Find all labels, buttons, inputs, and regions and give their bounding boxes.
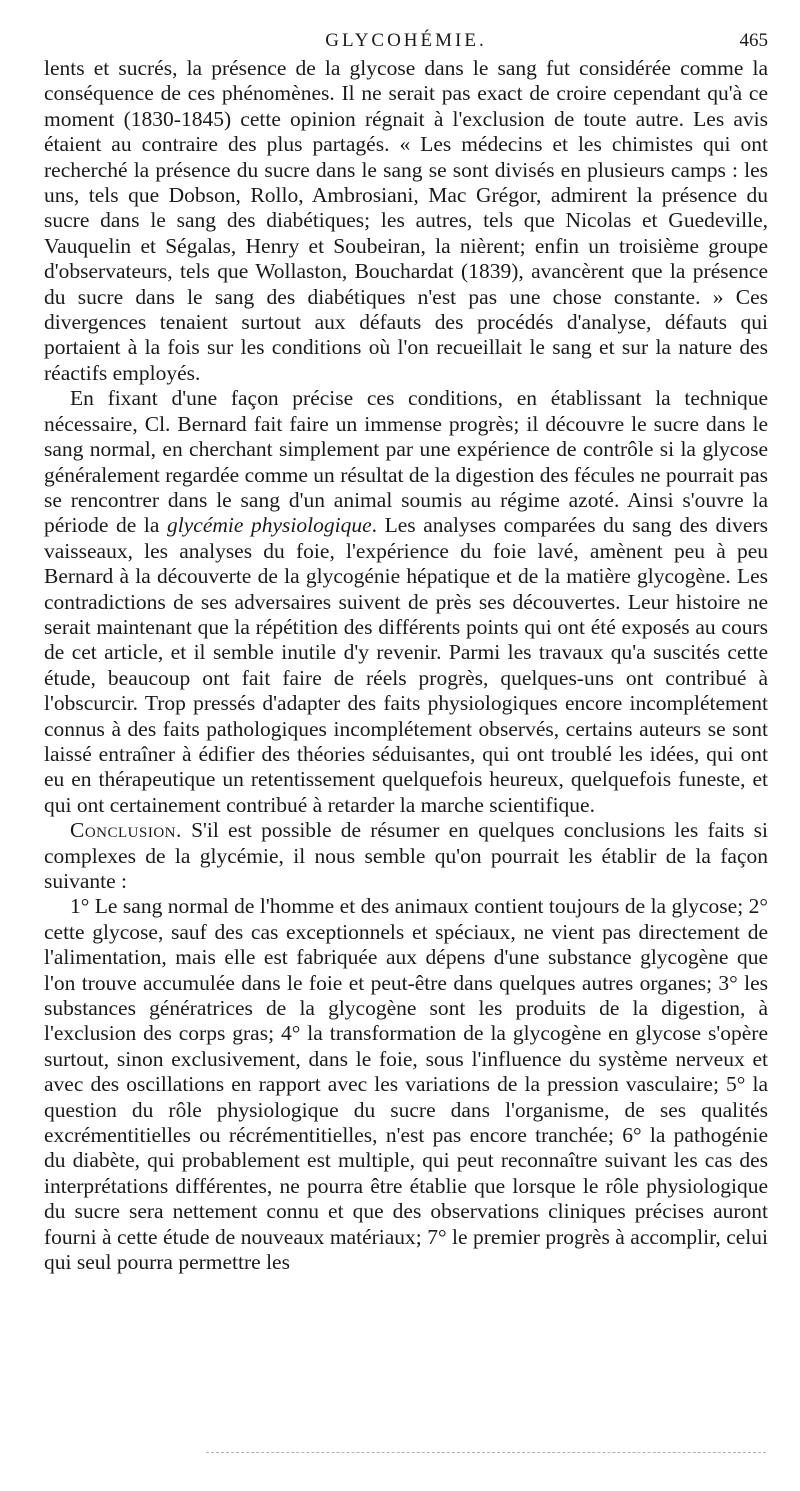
paragraph-bernard-text-2: . Les analyses comparées du sang des divers vaisseaux, les analyses du foie, l'expérience du foie lavé, amènent peu à peu Bernard à la découverte de la glycogénie hépatique et de la matière glycogène. Les contradictions de ses adversaires suivent de près ses découvertes. Leur histoire ne serait maintenant que la répétition des différents points qui ont été exposés au cours de cet article, et il semble inutile d'y revenir. Parmi les travaux qu'a suscités cette étude, beaucoup ont fait faire de réels progrès, quelques-uns ont contribué à l'obscurcir. Trop pressés d'adapter des faits physiologiques encore incomplétement connus à des faits pathologiques incomplétement observés, certains auteurs se sont laissé entraîner à édifier des théories séduisantes, qui ont troublé les idées, qui ont eu en thérapeutique un retentissement quelquefois heureux, quelquefois funeste, et qui ont certainement contribué à retarder la marche scientifique. <box>44 513 768 817</box>
conclusion-text: S'il est possible de résumer en quelques conclusions les faits si complexes de la glycémie, il nous semble qu'on pourrait les établir de la façon suivante : <box>44 818 768 893</box>
document-page <box>44 26 768 1276</box>
footer-rule <box>206 1452 766 1453</box>
paragraph-history: lents et sucrés, la présence de la glycose dans le sang fut considérée comme la conséquence de ces phénomènes. Il ne serait pas exact de croire cependant qu'à ce moment (1830-1845) cette opinion régnait à l'exclusion de toute autre. Les avis étaient au contraire des plus partagés. « Les médecins et les chimistes qui ont recherché la présence du sucre dans le sang se sont divisés en plusieurs camps : les uns, tels que Dobson, Rollo, Ambrosiani, Mac Grégor, admirent la présence du sucre dans le sang des diabétiques; les autres, tels que Nicolas et Guedeville, Vauquelin et Ségalas, Henry et Soubeiran, la nièrent; enfin un troisième groupe d'observateurs, tels que Wollaston, Bouchardat (1839), avancèrent que la présence du sucre dans le sang des diabétiques n'est pas une chose constante. » Ces divergences tenaient surtout aux défauts des procédés d'analyse, défauts qui portaient à la fois sur les conditions où l'on recueillait le sang et sur la nature des réactifs employés. <box>44 56 768 385</box>
paragraph-conclusions-list: 1° Le sang normal de l'homme et des animaux contient toujours de la glycose; 2° cette glycose, sauf des cas exceptionnels et spéciaux, ne vient pas directement de l'alimentation, mais elle est fabriquée aux dépens d'une substance glycogène que l'on trouve accumulée dans le foie et peut-être dans quelques autres organes; 3° les substances génératrices de la glycogène sont les produits de la digestion, à l'exclusion des corps gras; 4° la transformation de la glycogène en glycose s'opère surtout, sinon exclusivement, dans le foie, sous l'influence du système nerveux et avec des oscillations en rapport avec les variations de la pression vasculaire; 5° la question du rôle physiologique du sucre dans l'organisme, de ses qualités excrémentitielles ou récrémentitielles, n'est pas encore tranchée; 6° la pathogénie du diabète, qui probablement est multiple, qui peut reconnaître suivant les cas des interprétations différentes, ne pourra être établie que lorsque le rôle physiologique du sucre sera nettement connu et que des observations cliniques précises auront fourni à cette étude de nouveaux matériaux; 7° le premier progrès à accomplir, celui qui seul pourra permettre les <box>44 894 768 1275</box>
paragraph-conclusion <box>44 818 768 894</box>
emphasis-glycemie-physiologique: glycémie physiologique <box>167 513 372 538</box>
page-number: 465 <box>739 30 768 51</box>
running-head: GLYCOHÉMIE. <box>325 30 487 51</box>
body-text <box>44 56 768 1276</box>
page-header <box>44 26 768 56</box>
paragraph-bernard <box>44 386 768 818</box>
paragraph-bernard-text-1: En fixant d'une façon précise ces conditions, en établissant la technique nécessaire, Cl. Bernard fait faire un immense progrès; il découvre le sucre dans le sang normal, en cherchant simplement par une expérience de contrôle si la glycose généralement regardée comme un résultat de la digestion des fécules ne pourrait pas se rencontrer dans le sang d'un animal soumis au régime azoté. Ainsi s'ouvre la période de la <box>44 386 768 538</box>
conclusion-label: Conclusion. <box>70 818 182 843</box>
